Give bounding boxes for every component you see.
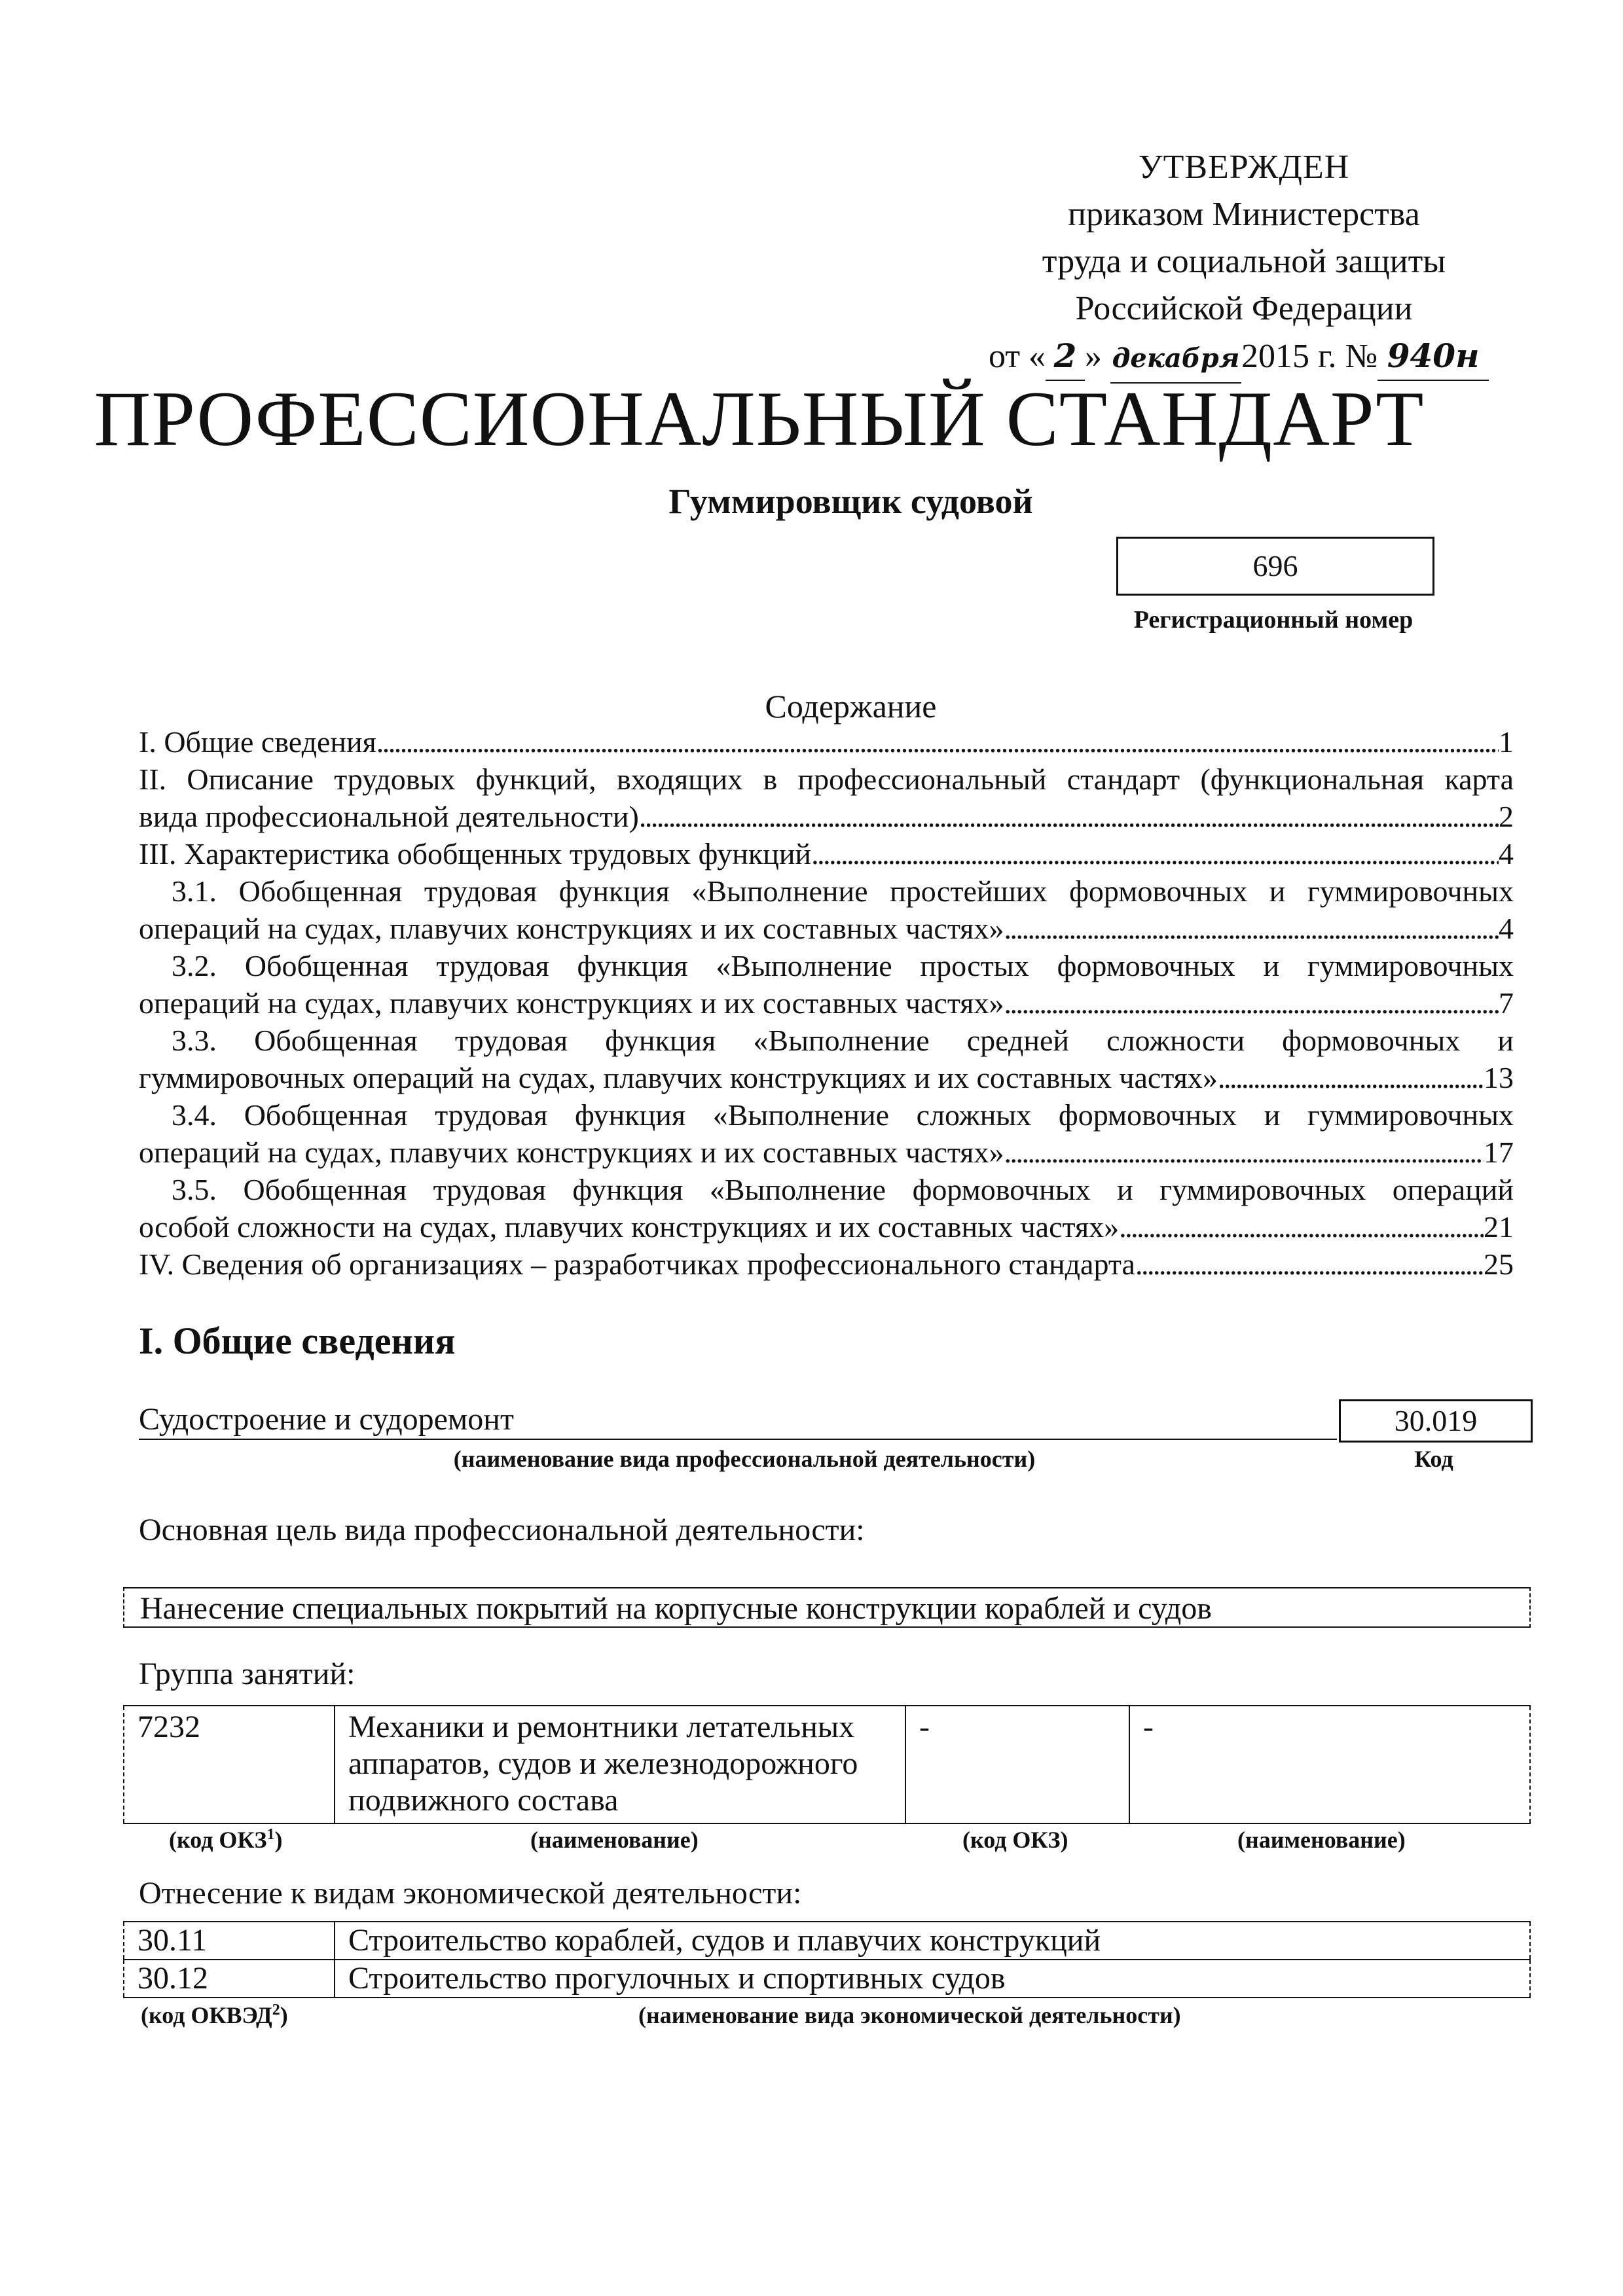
occupation-group-label: Группа занятий: — [139, 1657, 356, 1691]
caption-text: (код ОКВЭД — [141, 2002, 272, 2028]
okved-name-cell: Строительство прогулочных и спортивных судов — [335, 1960, 1530, 1998]
activity-code-caption: Код — [1414, 1446, 1453, 1472]
toc-item-iii[interactable] — [139, 835, 1514, 872]
toc-item-ii-line1[interactable]: II. Описание трудовых функций, входящих в профессиональный стандарт (функциональная карта — [139, 762, 1514, 796]
toc-item-3-4-line1[interactable]: 3.4. Обобщенная трудовая функция «Выполнение сложных формовочных и гуммировочных — [172, 1098, 1514, 1132]
toc-page-number: 4 — [1499, 837, 1514, 870]
toc-page-number: 25 — [1484, 1247, 1514, 1281]
toc-leader — [1119, 1208, 1484, 1246]
okz-code-cell-2: - — [905, 1706, 1129, 1823]
caption-text: ) — [280, 2002, 288, 2028]
toc-item-i[interactable] — [139, 723, 1514, 761]
goal-text-box: Нанесение специальных покрытий на корпусные конструкции кораблей и судов — [123, 1587, 1531, 1628]
toc-item-text: вида профессиональной деятельности) — [139, 800, 639, 833]
activity-name-caption: (наименование вида профессиональной деятельности) — [453, 1446, 1036, 1472]
approval-line-3: труда и социальной защиты — [1042, 243, 1446, 280]
toc-page-number: 17 — [1484, 1136, 1514, 1169]
toc-leader — [376, 723, 1499, 761]
toc-leader — [811, 835, 1499, 872]
toc-item-text: III. Характеристика обобщенных трудовых функций — [139, 837, 812, 870]
toc-leader — [639, 798, 1499, 835]
date-month: декабря — [1110, 335, 1241, 384]
page-subtitle: Гуммировщик судовой — [668, 482, 1033, 521]
caption-okz-code-2: (код ОКЗ) — [962, 1827, 1068, 1853]
toc-page-number: 2 — [1499, 800, 1514, 833]
caption-okved-name: (наименование вида экономической деятельности) — [638, 2002, 1181, 2028]
toc-page-number: 21 — [1484, 1210, 1514, 1244]
date-mid: » — [1085, 338, 1103, 375]
table-row — [124, 1960, 1530, 1998]
footnote-ref: 1 — [266, 1826, 275, 1843]
date-year: 2015 г. № — [1241, 338, 1378, 375]
toc-item-3-3[interactable] — [139, 1059, 1514, 1096]
date-day: 2 — [1046, 332, 1085, 381]
toc-item-text: операций на судах, плавучих конструкциях и их составных частях» — [139, 986, 1004, 1020]
caption-text: (код ОКЗ — [169, 1827, 267, 1853]
section-1-heading: I. Общие сведения — [139, 1319, 456, 1362]
table-row — [124, 1922, 1530, 1960]
approval-line-1: УТВЕРЖДЕН — [1138, 149, 1350, 186]
econ-activity-label: Отнесение к видам экономической деятельности: — [139, 1876, 802, 1910]
toc-item-text: операций на судах, плавучих конструкциях и их составных частях» — [139, 1136, 1004, 1169]
caption-okz-name-2: (наименование) — [1237, 1827, 1406, 1853]
table-of-contents — [139, 723, 1514, 1283]
toc-heading: Содержание — [765, 688, 937, 725]
toc-item-text: гуммировочных операций на судах, плавучих конструкциях и их составных частях» — [139, 1061, 1218, 1094]
activity-code-box: 30.019 — [1339, 1399, 1533, 1443]
registration-number-label: Регистрационный номер — [1133, 606, 1413, 634]
table-row — [124, 1706, 1530, 1823]
caption-text: ) — [274, 1827, 283, 1853]
toc-page-number: 7 — [1499, 986, 1514, 1020]
toc-leader — [1218, 1059, 1484, 1096]
okved-code-cell: 30.12 — [124, 1960, 335, 1998]
toc-item-3-2-line1[interactable]: 3.2. Обобщенная трудовая функция «Выполнение простых формовочных и гуммировочных — [172, 949, 1514, 982]
goal-label: Основная цель вида профессиональной деятельности: — [139, 1513, 865, 1547]
registration-number-box: 696 — [1116, 537, 1434, 596]
okz-name-line: подвижного состава — [348, 1783, 619, 1818]
okz-name-cell-2: - — [1129, 1706, 1530, 1823]
toc-item-3-4[interactable] — [139, 1134, 1514, 1171]
toc-item-text: I. Общие сведения — [139, 725, 376, 759]
toc-leader — [1004, 1134, 1484, 1171]
toc-page-number: 13 — [1484, 1061, 1514, 1094]
okved-name-cell: Строительство кораблей, судов и плавучих конструкций — [335, 1922, 1530, 1960]
okz-name-line: Механики и ремонтники летательных — [348, 1710, 855, 1744]
toc-page-number: 1 — [1499, 725, 1514, 759]
footnote-ref: 2 — [272, 2001, 280, 2018]
toc-item-3-1-line1[interactable]: 3.1. Обобщенная трудовая функция «Выполнение простейших формовочных и гуммировочных — [172, 874, 1514, 908]
okz-name-cell — [335, 1706, 905, 1823]
activity-name-field: Судостроение и судоремонт — [139, 1401, 1337, 1440]
toc-item-3-3-line1[interactable]: 3.3. Обобщенная трудовая функция «Выполнение средней сложности формовочных и — [172, 1024, 1514, 1057]
order-number: 940н — [1377, 332, 1489, 381]
approval-line-4: Российской Федерации — [1075, 290, 1413, 327]
toc-item-3-2[interactable] — [139, 984, 1514, 1022]
page-title: ПРОФЕССИОНАЛЬНЫЙ СТАНДАРТ — [94, 375, 1425, 462]
toc-page-number: 4 — [1499, 912, 1514, 945]
approval-line-2: приказом Министерства — [1068, 196, 1420, 233]
date-prefix: от « — [989, 338, 1046, 375]
caption-okved-code — [141, 2001, 288, 2029]
okz-name-line: аппаратов, судов и железнодорожного — [348, 1746, 858, 1781]
okved-code-cell: 30.11 — [124, 1922, 335, 1960]
toc-item-3-1[interactable] — [139, 910, 1514, 947]
caption-okz-name: (наименование) — [530, 1827, 699, 1853]
toc-item-3-5[interactable] — [139, 1208, 1514, 1246]
toc-item-text: операций на судах, плавучих конструкциях и их составных частях» — [139, 912, 1004, 945]
toc-leader — [1004, 984, 1499, 1022]
econ-activity-table — [123, 1921, 1531, 1998]
approval-block — [917, 144, 1571, 384]
toc-item-text: IV. Сведения об организациях – разработчиках профессионального стандарта — [139, 1247, 1135, 1281]
okz-code-cell: 7232 — [124, 1706, 335, 1823]
toc-item-text: особой сложности на судах, плавучих конструкциях и их составных частях» — [139, 1210, 1120, 1244]
toc-item-iv[interactable] — [139, 1246, 1514, 1283]
toc-leader — [1135, 1246, 1484, 1283]
toc-item-ii[interactable] — [139, 798, 1514, 835]
toc-item-3-5-line1[interactable]: 3.5. Обобщенная трудовая функция «Выполнение формовочных и гуммировочных операций — [172, 1173, 1514, 1206]
occupation-group-table — [123, 1705, 1531, 1824]
toc-leader — [1004, 910, 1499, 947]
caption-okz-code — [169, 1826, 283, 1854]
